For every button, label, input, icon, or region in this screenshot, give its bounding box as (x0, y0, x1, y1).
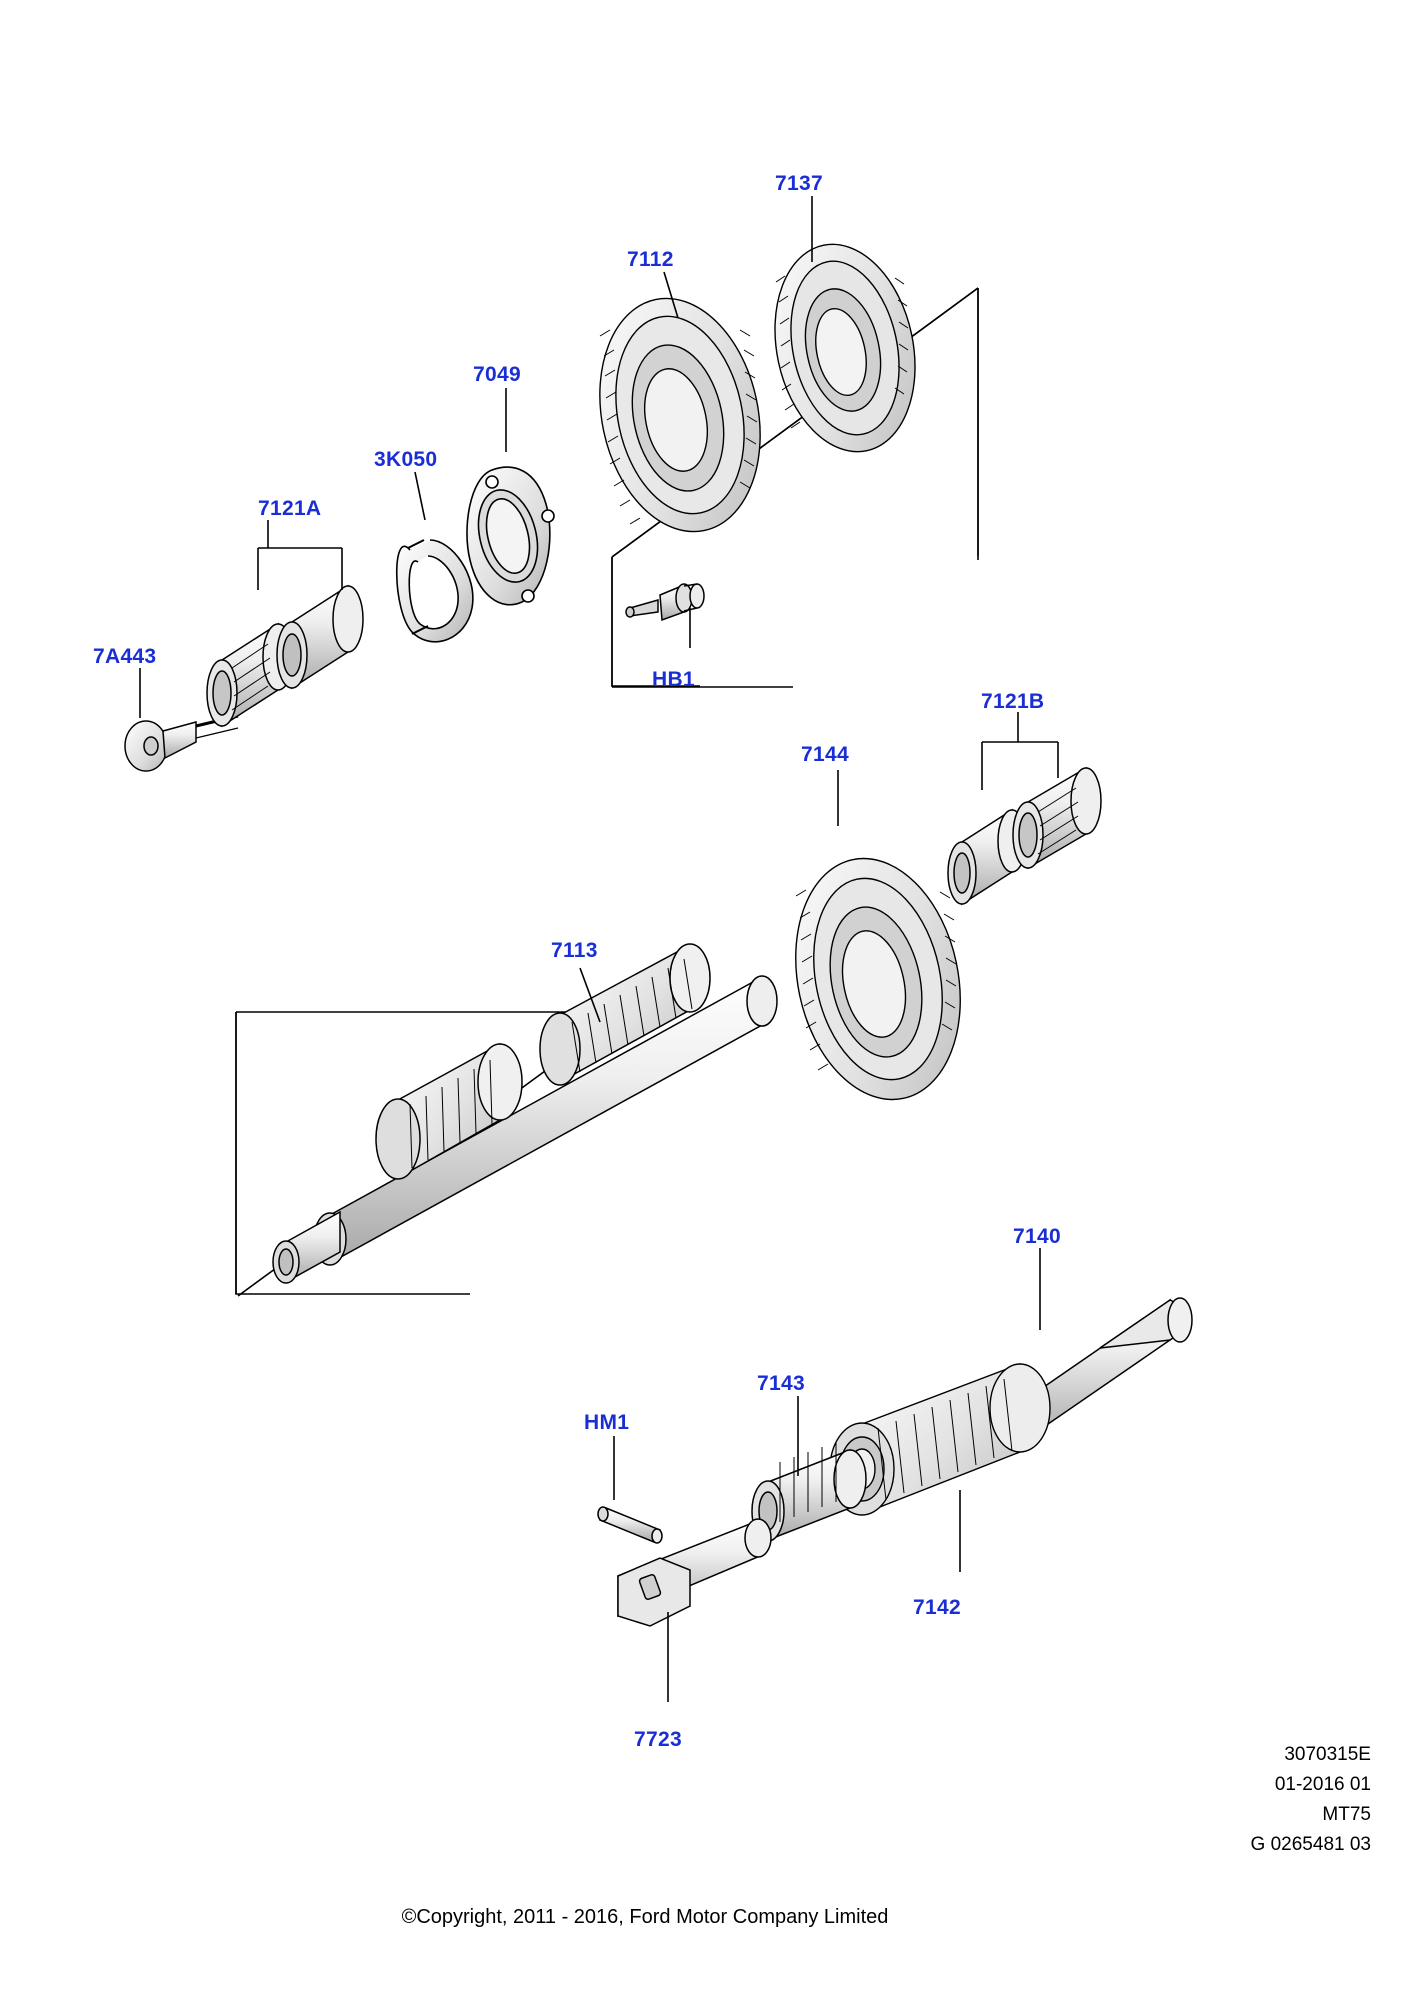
callout-7112[interactable]: 7112 (627, 248, 674, 271)
leader-3K050 (415, 472, 425, 520)
part-HB1-bolt (626, 584, 704, 620)
part-7049-retainer (467, 467, 554, 605)
callout-7142[interactable]: 7142 (913, 1596, 961, 1619)
date-code: 01-2016 01 (1274, 1774, 1371, 1795)
callout-7143[interactable]: 7143 (757, 1372, 805, 1395)
drawing-info-block (1251, 1740, 1371, 1860)
copyright-notice: ©Copyright, 2011 - 2016, Ford Motor Company Limited (401, 1906, 889, 1928)
callout-7A443[interactable]: 7A443 (93, 645, 157, 668)
callout-7723[interactable]: 7723 (634, 1728, 682, 1751)
reference-code: G 0265481 03 (1250, 1834, 1371, 1855)
callout-7140[interactable]: 7140 (1013, 1225, 1061, 1248)
part-7112-gear (579, 283, 781, 546)
part-7121A-bearing-2 (277, 586, 363, 688)
callout-HB1[interactable]: HB1 (652, 668, 695, 691)
callout-7049[interactable]: 7049 (473, 363, 521, 386)
part-7121B-bearing-2 (1013, 768, 1101, 868)
drawing-number: 3070315E (1284, 1744, 1371, 1765)
part-HM1-pin (598, 1507, 662, 1543)
part-7137-gear (757, 231, 934, 465)
part-7113-shaft (273, 944, 777, 1283)
part-3K050-snap-ring (397, 540, 473, 642)
callout-7144[interactable]: 7144 (801, 743, 849, 766)
callout-HM1[interactable]: HM1 (584, 1411, 630, 1434)
model-code: MT75 (1322, 1804, 1371, 1825)
callout-7113[interactable]: 7113 (551, 939, 598, 962)
callout-7121A[interactable]: 7121A (258, 497, 322, 520)
part-7143-bearing (752, 1442, 866, 1541)
callout-7121B[interactable]: 7121B (981, 690, 1045, 713)
callout-3K050[interactable]: 3K050 (374, 448, 438, 471)
callout-7137[interactable]: 7137 (775, 172, 823, 195)
